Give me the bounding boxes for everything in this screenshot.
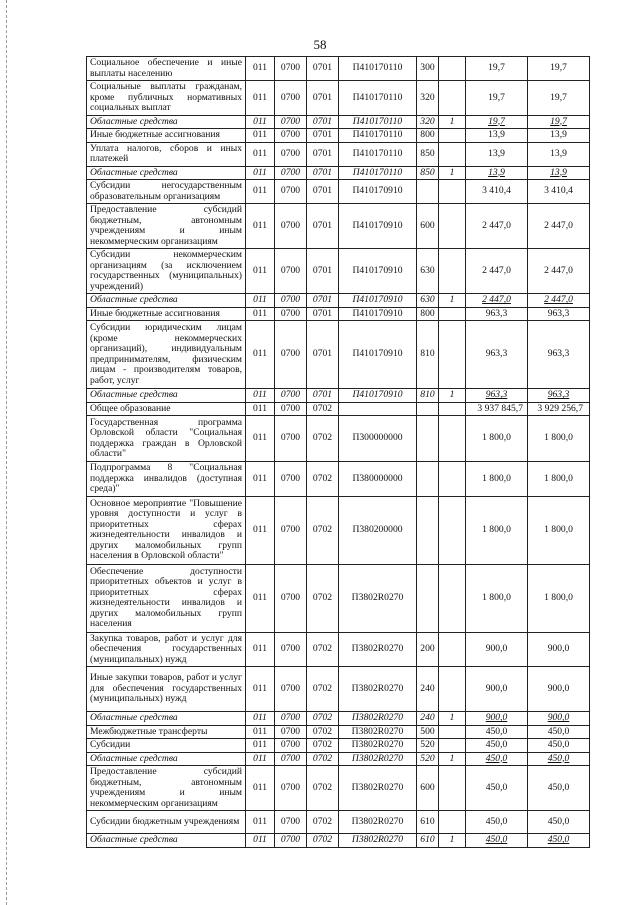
budget-table-body [87,57,590,848]
target-article-code: П410170910 [339,204,417,249]
item-name: Субсидии некоммерческим организациям (за исключением государственных (муниципальных) учреждений) [87,249,246,294]
expense-type-code: 320 [417,81,439,116]
table-row [87,180,590,204]
amount-year-2: 450,0 [528,766,590,811]
ministry-code: 011 [246,766,275,811]
table-row [87,57,590,81]
ministry-code: 011 [246,142,275,166]
expense-type-code: 610 [417,811,439,834]
amount-year-1: 1 800,0 [466,462,528,497]
subsection-code: 0701 [307,321,339,389]
table-row [87,166,590,180]
expense-type-code: 600 [417,766,439,811]
amount-year-2: 19,7 [528,115,590,129]
amount-year-2: 963,3 [528,307,590,321]
amount-year-1: 13,9 [466,129,528,143]
ministry-code: 011 [246,115,275,129]
target-article-code: П380000000 [339,462,417,497]
section-code: 0700 [275,496,307,564]
section-code: 0700 [275,462,307,497]
funding-source-code [439,204,466,249]
funding-source-code: 1 [439,294,466,308]
ministry-code: 011 [246,811,275,834]
item-name: Предоставление субсидий бюджетным, автономным учреждениям и иным некоммерческим организациям [87,766,246,811]
amount-year-1: 2 447,0 [466,204,528,249]
ministry-code: 011 [246,416,275,462]
subsection-code: 0701 [307,115,339,129]
table-row [87,712,590,726]
funding-source-code [439,496,466,564]
table-row [87,307,590,321]
amount-year-2: 963,3 [528,389,590,403]
table-row [87,204,590,249]
subsection-code: 0701 [307,249,339,294]
ministry-code: 011 [246,752,275,766]
ministry-code: 011 [246,462,275,497]
expense-type-code: 630 [417,249,439,294]
subsection-code: 0701 [307,204,339,249]
section-code: 0700 [275,142,307,166]
item-name: Подпрограмма 8 "Социальная поддержка инвалидов (доступная среда)" [87,462,246,497]
table-row [87,81,590,116]
target-article-code: П3802R0270 [339,564,417,632]
expense-type-code [417,416,439,462]
item-name: Областные средства [87,166,246,180]
expense-type-code: 240 [417,712,439,726]
table-row [87,725,590,739]
funding-source-code [439,416,466,462]
subsection-code: 0702 [307,725,339,739]
amount-year-1: 3 937 845,7 [466,402,528,416]
section-code: 0700 [275,294,307,308]
amount-year-2: 963,3 [528,321,590,389]
ministry-code: 011 [246,402,275,416]
section-code: 0700 [275,752,307,766]
target-article-code: П3802R0270 [339,811,417,834]
expense-type-code [417,564,439,632]
subsection-code: 0702 [307,811,339,834]
expense-type-code: 850 [417,142,439,166]
amount-year-2: 19,7 [528,81,590,116]
table-row [87,752,590,766]
table-row [87,142,590,166]
item-name: Субсидии бюджетным учреждениям [87,811,246,834]
subsection-code: 0701 [307,294,339,308]
item-name: Иные закупки товаров, работ и услуг для обеспечения государственных (муниципальных) нужд [87,667,246,712]
amount-year-1: 3 410,4 [466,180,528,204]
target-article-code: П3802R0270 [339,667,417,712]
item-name: Государственная программа Орловской области "Социальная поддержка граждан в Орловской области" [87,416,246,462]
target-article-code: П410170910 [339,307,417,321]
ministry-code: 011 [246,321,275,389]
target-article-code: П410170910 [339,389,417,403]
target-article-code [339,402,417,416]
amount-year-2: 450,0 [528,811,590,834]
ministry-code: 011 [246,307,275,321]
amount-year-2: 1 800,0 [528,496,590,564]
amount-year-2: 2 447,0 [528,249,590,294]
amount-year-2: 3 929 256,7 [528,402,590,416]
expense-type-code: 320 [417,115,439,129]
amount-year-1: 13,9 [466,166,528,180]
ministry-code: 011 [246,667,275,712]
subsection-code: 0701 [307,166,339,180]
target-article-code: П410170110 [339,142,417,166]
ministry-code: 011 [246,180,275,204]
section-code: 0700 [275,81,307,116]
target-article-code: П380200000 [339,496,417,564]
subsection-code: 0701 [307,81,339,116]
amount-year-1: 450,0 [466,811,528,834]
funding-source-code [439,402,466,416]
expense-type-code: 810 [417,389,439,403]
section-code: 0700 [275,402,307,416]
funding-source-code [439,81,466,116]
funding-source-code [439,739,466,753]
item-name: Закупка товаров, работ и услуг для обеспечения государственных (муниципальных) нужд [87,632,246,667]
subsection-code: 0702 [307,496,339,564]
amount-year-1: 1 800,0 [466,416,528,462]
item-name: Областные средства [87,115,246,129]
target-article-code: П410170110 [339,115,417,129]
amount-year-2: 13,9 [528,129,590,143]
amount-year-1: 450,0 [466,834,528,848]
funding-source-code [439,129,466,143]
amount-year-2: 1 800,0 [528,564,590,632]
funding-source-code [439,321,466,389]
item-name: Социальное обеспечение и иные выплаты населению [87,57,246,81]
amount-year-2: 13,9 [528,142,590,166]
table-row [87,115,590,129]
ministry-code: 011 [246,204,275,249]
ministry-code: 011 [246,725,275,739]
funding-source-code [439,307,466,321]
target-article-code: П410170110 [339,129,417,143]
expense-type-code: 240 [417,667,439,712]
amount-year-1: 450,0 [466,752,528,766]
item-name: Субсидии негосударственным образовательным организациям [87,180,246,204]
section-code: 0700 [275,204,307,249]
table-row [87,294,590,308]
amount-year-2: 3 410,4 [528,180,590,204]
item-name: Уплата налогов, сборов и иных платежей [87,142,246,166]
table-row [87,564,590,632]
ministry-code: 011 [246,129,275,143]
table-row [87,462,590,497]
table-row [87,766,590,811]
table-row [87,834,590,848]
section-code: 0700 [275,321,307,389]
ministry-code: 011 [246,712,275,726]
amount-year-1: 450,0 [466,766,528,811]
subsection-code: 0702 [307,564,339,632]
subsection-code: 0701 [307,142,339,166]
section-code: 0700 [275,389,307,403]
funding-source-code: 1 [439,389,466,403]
target-article-code: П3802R0270 [339,725,417,739]
funding-source-code: 1 [439,752,466,766]
expense-type-code: 500 [417,725,439,739]
expense-type-code: 800 [417,307,439,321]
amount-year-1: 2 447,0 [466,294,528,308]
section-code: 0700 [275,180,307,204]
amount-year-1: 450,0 [466,725,528,739]
subsection-code: 0702 [307,712,339,726]
subsection-code: 0701 [307,180,339,204]
section-code: 0700 [275,249,307,294]
target-article-code: П3802R0270 [339,712,417,726]
section-code: 0700 [275,129,307,143]
ministry-code: 011 [246,739,275,753]
amount-year-2: 1 800,0 [528,462,590,497]
section-code: 0700 [275,725,307,739]
amount-year-1: 900,0 [466,712,528,726]
amount-year-1: 450,0 [466,739,528,753]
amount-year-2: 450,0 [528,725,590,739]
section-code: 0700 [275,739,307,753]
ministry-code: 011 [246,166,275,180]
expense-type-code [417,402,439,416]
amount-year-1: 1 800,0 [466,496,528,564]
amount-year-2: 450,0 [528,834,590,848]
amount-year-1: 963,3 [466,321,528,389]
ministry-code: 011 [246,57,275,81]
budget-table [86,56,590,848]
target-article-code: П410170910 [339,294,417,308]
item-name: Областные средства [87,712,246,726]
funding-source-code: 1 [439,115,466,129]
item-name: Субсидии [87,739,246,753]
subsection-code: 0702 [307,667,339,712]
amount-year-1: 963,3 [466,307,528,321]
funding-source-code: 1 [439,834,466,848]
subsection-code: 0702 [307,834,339,848]
amount-year-1: 900,0 [466,632,528,667]
funding-source-code [439,249,466,294]
amount-year-2: 450,0 [528,739,590,753]
expense-type-code [417,180,439,204]
section-code: 0700 [275,416,307,462]
ministry-code: 011 [246,294,275,308]
target-article-code: П300000000 [339,416,417,462]
ministry-code: 011 [246,564,275,632]
target-article-code: П410170110 [339,57,417,81]
funding-source-code [439,811,466,834]
page-number: 58 [313,37,327,52]
expense-type-code: 520 [417,752,439,766]
expense-type-code: 850 [417,166,439,180]
expense-type-code [417,496,439,564]
section-code: 0700 [275,766,307,811]
subsection-code: 0701 [307,129,339,143]
target-article-code: П410170110 [339,81,417,116]
table-row [87,811,590,834]
table-row [87,389,590,403]
item-name: Областные средства [87,752,246,766]
amount-year-2: 2 447,0 [528,204,590,249]
section-code: 0700 [275,667,307,712]
table-row [87,321,590,389]
ministry-code: 011 [246,389,275,403]
table-row [87,402,590,416]
target-article-code: П410170910 [339,180,417,204]
funding-source-code [439,57,466,81]
item-name: Иные бюджетные ассигнования [87,129,246,143]
subsection-code: 0701 [307,57,339,81]
subsection-code: 0702 [307,402,339,416]
section-code: 0700 [275,811,307,834]
expense-type-code: 800 [417,129,439,143]
amount-year-1: 2 447,0 [466,249,528,294]
amount-year-1: 900,0 [466,667,528,712]
expense-type-code [417,462,439,497]
target-article-code: П410170910 [339,321,417,389]
target-article-code: П410170110 [339,166,417,180]
expense-type-code: 630 [417,294,439,308]
expense-type-code: 300 [417,57,439,81]
item-name: Предоставление субсидий бюджетным, автономным учреждениям и иным некоммерческим организациям [87,204,246,249]
subsection-code: 0702 [307,462,339,497]
item-name: Общее образование [87,402,246,416]
funding-source-code [439,632,466,667]
amount-year-2: 1 800,0 [528,416,590,462]
binding-edge-line [6,0,7,905]
target-article-code: П3802R0270 [339,632,417,667]
target-article-code: П3802R0270 [339,834,417,848]
target-article-code: П3802R0270 [339,739,417,753]
ministry-code: 011 [246,496,275,564]
item-name: Областные средства [87,389,246,403]
funding-source-code [439,462,466,497]
table-row [87,632,590,667]
amount-year-1: 19,7 [466,81,528,116]
target-article-code: П3802R0270 [339,752,417,766]
amount-year-2: 19,7 [528,57,590,81]
target-article-code: П410170910 [339,249,417,294]
section-code: 0700 [275,57,307,81]
expense-type-code: 810 [417,321,439,389]
item-name: Межбюджетные трансферты [87,725,246,739]
subsection-code: 0701 [307,307,339,321]
section-code: 0700 [275,307,307,321]
amount-year-1: 19,7 [466,115,528,129]
amount-year-2: 450,0 [528,752,590,766]
funding-source-code [439,667,466,712]
amount-year-1: 19,7 [466,57,528,81]
section-code: 0700 [275,166,307,180]
table-row [87,129,590,143]
table-row [87,416,590,462]
funding-source-code [439,142,466,166]
expense-type-code: 610 [417,834,439,848]
item-name: Основное мероприятие "Повышение уровня доступности и услуг в приоритетных сферах жизнедеятельности инвалидов и других маломобильных групп населения в Орловской области" [87,496,246,564]
section-code: 0700 [275,115,307,129]
item-name: Обеспечение доступности приоритетных объектов и услуг в приоритетных сферах жизнедеятельности инвалидов и других маломобильных групп населения [87,564,246,632]
subsection-code: 0702 [307,739,339,753]
section-code: 0700 [275,834,307,848]
funding-source-code: 1 [439,712,466,726]
target-article-code: П3802R0270 [339,766,417,811]
amount-year-2: 13,9 [528,166,590,180]
item-name: Областные средства [87,294,246,308]
amount-year-2: 900,0 [528,712,590,726]
section-code: 0700 [275,564,307,632]
expense-type-code: 520 [417,739,439,753]
subsection-code: 0702 [307,416,339,462]
ministry-code: 011 [246,632,275,667]
section-code: 0700 [275,712,307,726]
amount-year-1: 963,3 [466,389,528,403]
funding-source-code [439,180,466,204]
subsection-code: 0702 [307,752,339,766]
table-row [87,249,590,294]
expense-type-code: 600 [417,204,439,249]
subsection-code: 0702 [307,766,339,811]
funding-source-code [439,725,466,739]
item-name: Областные средства [87,834,246,848]
ministry-code: 011 [246,249,275,294]
expense-type-code: 200 [417,632,439,667]
amount-year-2: 900,0 [528,667,590,712]
item-name: Субсидии юридическим лицам (кроме некоммерческих организаций), индивидуальным предпринимателям, физическим лицам - производителям товаров, работ, услуг [87,321,246,389]
subsection-code: 0702 [307,632,339,667]
amount-year-1: 13,9 [466,142,528,166]
table-row [87,739,590,753]
item-name: Социальные выплаты гражданам, кроме публичных нормативных социальных выплат [87,81,246,116]
amount-year-1: 1 800,0 [466,564,528,632]
table-row [87,667,590,712]
item-name: Иные бюджетные ассигнования [87,307,246,321]
funding-source-code [439,564,466,632]
funding-source-code [439,766,466,811]
amount-year-2: 2 447,0 [528,294,590,308]
ministry-code: 011 [246,834,275,848]
funding-source-code: 1 [439,166,466,180]
subsection-code: 0701 [307,389,339,403]
table-row [87,496,590,564]
ministry-code: 011 [246,81,275,116]
section-code: 0700 [275,632,307,667]
amount-year-2: 900,0 [528,632,590,667]
